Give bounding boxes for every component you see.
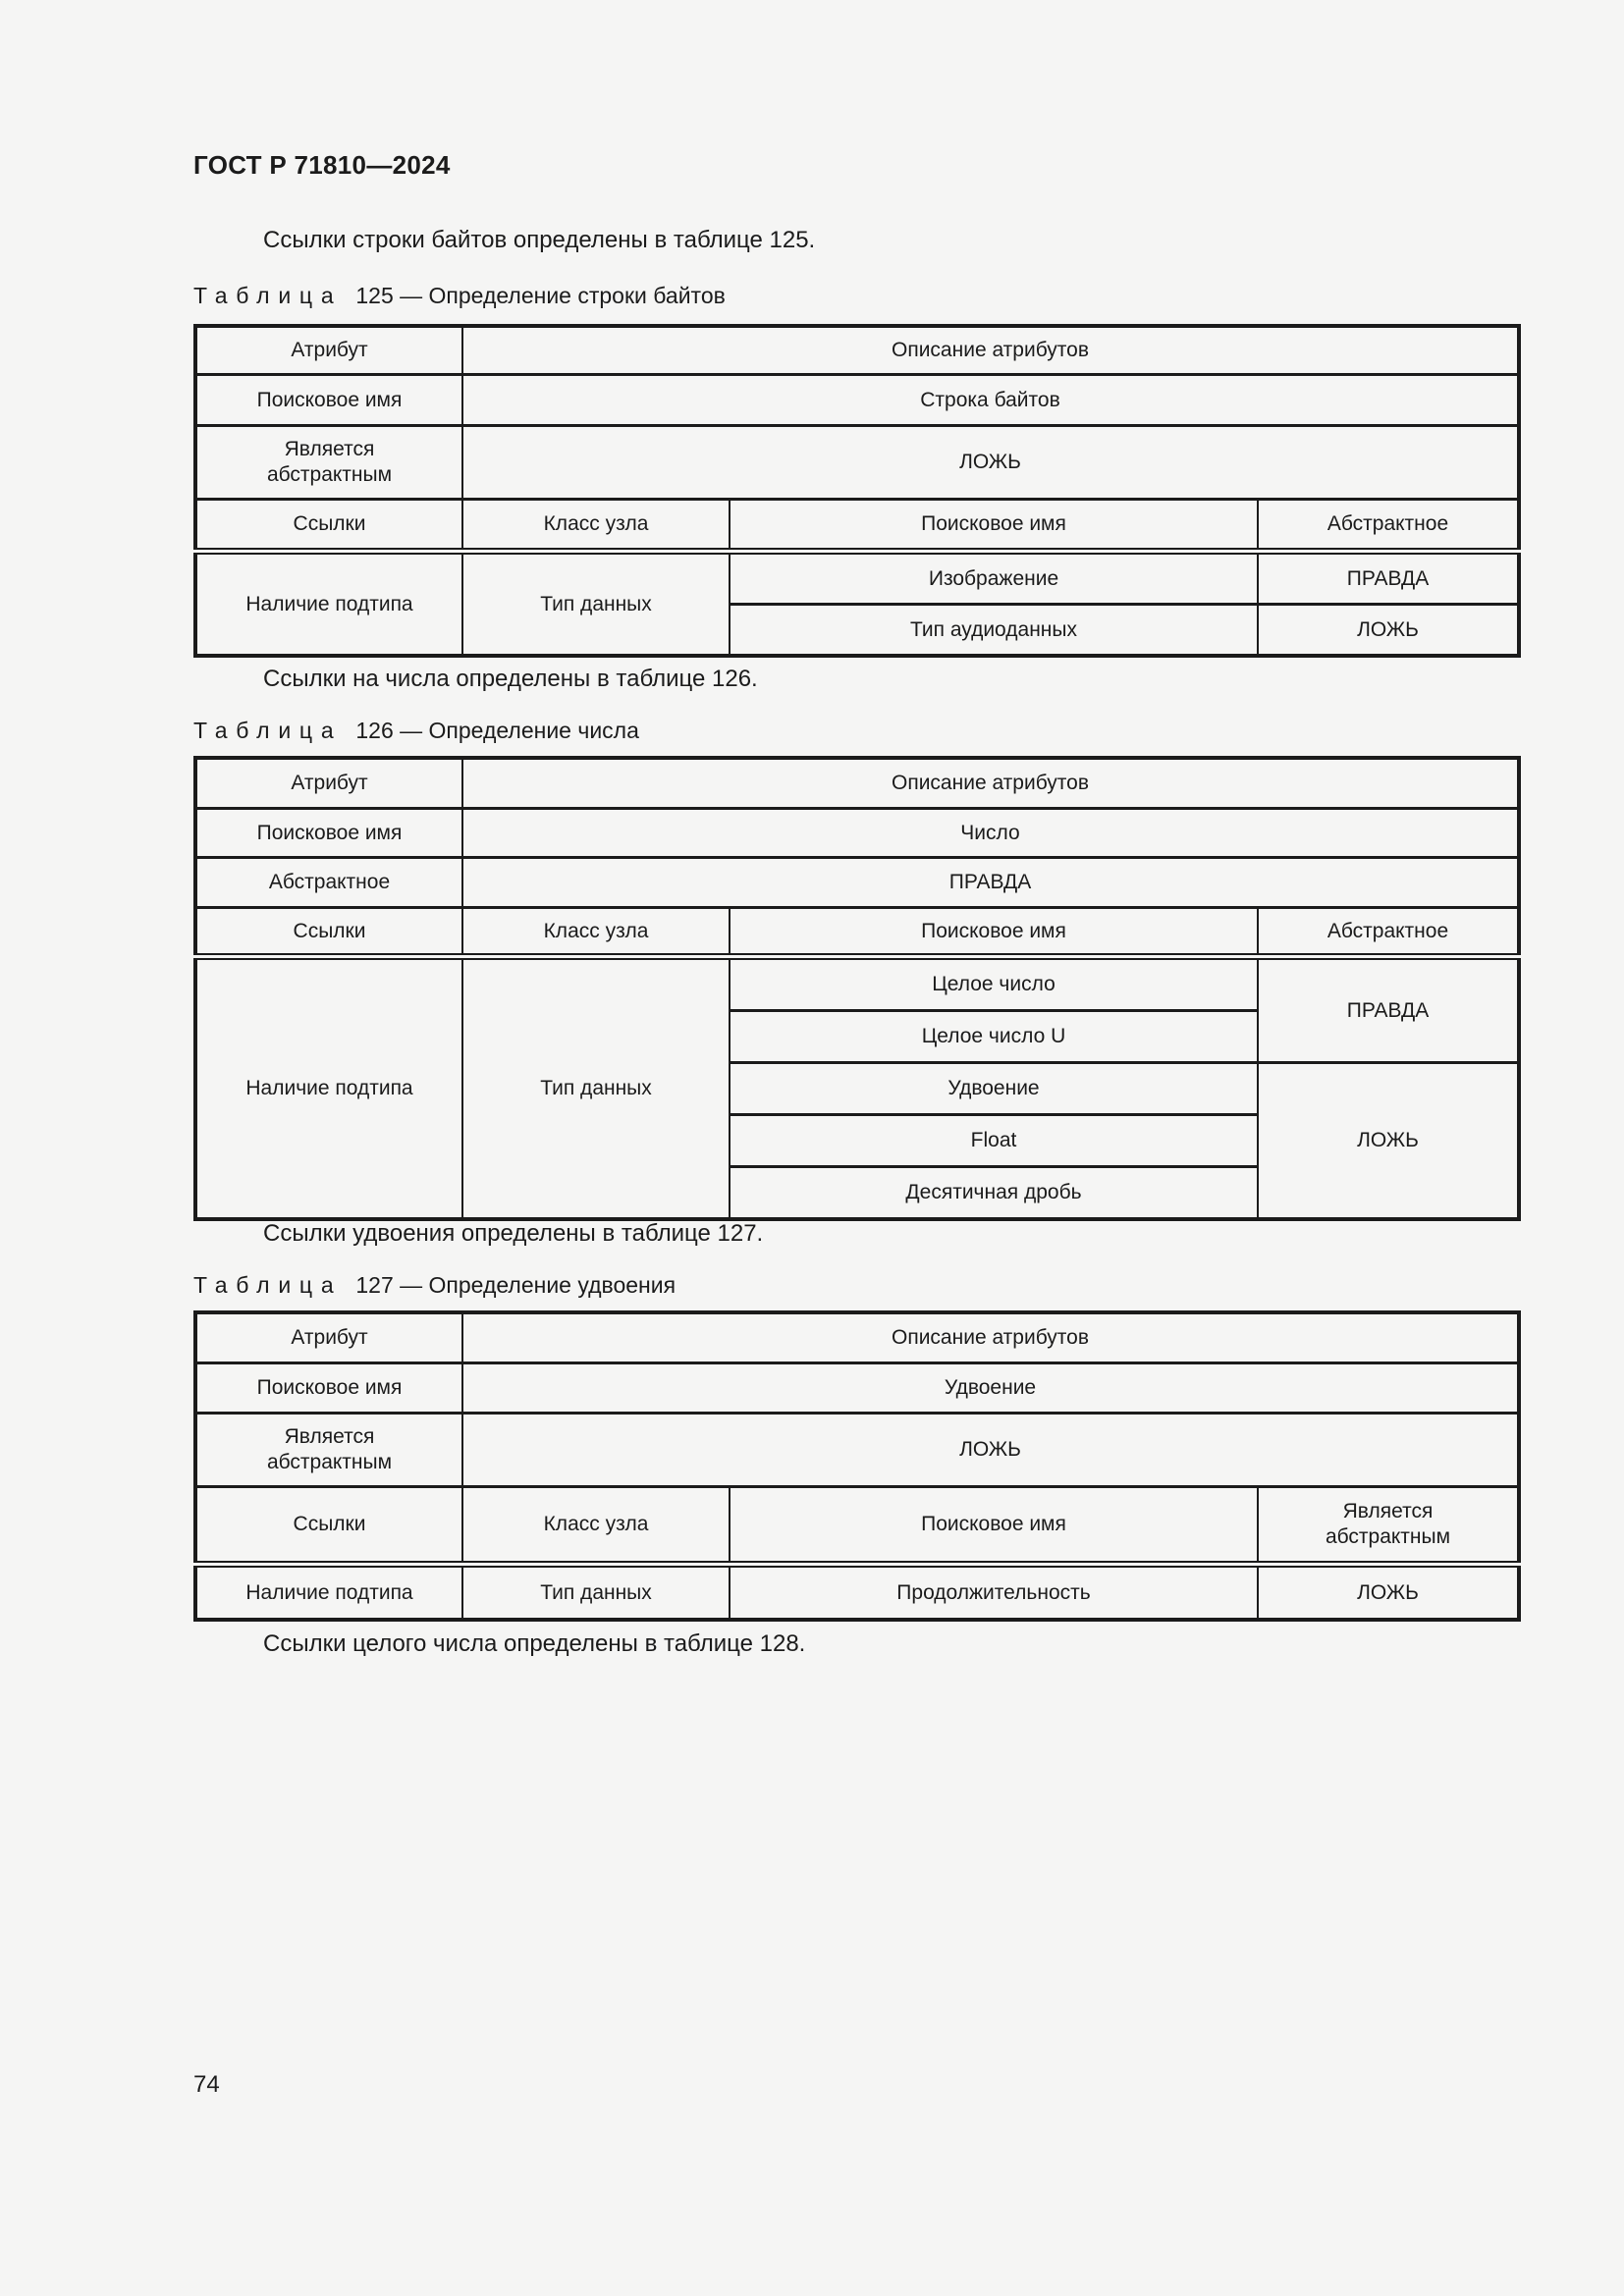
cell-search-name-label: Поисковое имя: [195, 375, 462, 426]
cell-subtype-abstract: ЛОЖЬ: [1258, 605, 1519, 657]
table-125-caption: [193, 283, 1520, 309]
cell-is-abstract-value: ЛОЖЬ: [462, 426, 1519, 500]
cell-search-name-label: Поисковое имя: [195, 1363, 462, 1414]
cell-abstract-header: [1258, 1487, 1519, 1565]
cell-subtype-abstract: ПРАВДА: [1258, 552, 1519, 605]
cell-data-type: Тип данных: [462, 957, 730, 1220]
cell-is-abstract-value: ЛОЖЬ: [462, 1414, 1519, 1487]
table-row: [195, 1565, 1519, 1621]
table-row: [195, 1363, 1519, 1414]
caption-text: 125 — Определение строки байтов: [355, 283, 726, 308]
cell-subtype-name: Целое число U: [730, 1011, 1258, 1063]
cell-attribute-description: Описание атрибутов: [462, 326, 1519, 375]
table-row: [195, 326, 1519, 375]
caption-label: Таблица: [193, 283, 343, 308]
cell-subtype-label: Наличие подтипа: [195, 552, 462, 657]
cell-subtype-label: Наличие подтипа: [195, 957, 462, 1220]
caption-text: 126 — Определение числа: [355, 718, 639, 743]
cell-attribute-label: Атрибут: [195, 1312, 462, 1363]
cell-links-label: Ссылки: [195, 908, 462, 957]
table-row: [195, 858, 1519, 908]
page-number: 74: [193, 2071, 220, 2098]
cell-is-abstract-label: Абстрактное: [195, 858, 462, 908]
table-row: [195, 1414, 1519, 1487]
cell-search-name-value: Число: [462, 809, 1519, 858]
cell-node-class-header: Класс узла: [462, 500, 730, 552]
abstract-header-text: Является абстрактным: [1325, 1499, 1451, 1548]
table-127: [193, 1310, 1521, 1622]
table-row-links-header: [195, 500, 1519, 552]
table-row-links-header: [195, 1487, 1519, 1565]
cell-search-name-label: Поисковое имя: [195, 809, 462, 858]
table-row: [195, 957, 1519, 1011]
paragraph-double-ref: Ссылки удвоения определены в таблице 127.: [263, 1220, 764, 1247]
cell-attribute-description: Описание атрибутов: [462, 1312, 1519, 1363]
cell-subtype-name: Float: [730, 1115, 1258, 1167]
cell-is-abstract-label: [195, 1414, 462, 1487]
paragraph-integer-ref: Ссылки целого числа определены в таблице 128.: [263, 1630, 806, 1657]
cell-links-label: Ссылки: [195, 500, 462, 552]
table-126-caption: [193, 718, 1520, 744]
cell-attribute-description: Описание атрибутов: [462, 758, 1519, 809]
paragraph-number-ref: Ссылки на числа определены в таблице 126.: [263, 666, 758, 692]
table-127-caption: [193, 1272, 1520, 1299]
table-row: [195, 809, 1519, 858]
cell-subtype-name: Целое число: [730, 957, 1258, 1011]
paragraph-byte-string-ref: Ссылки строки байтов определены в таблице 125.: [263, 227, 816, 253]
document-header: ГОСТ Р 71810—2024: [193, 150, 451, 180]
cell-search-name-header: Поисковое имя: [730, 500, 1258, 552]
cell-subtype-abstract-group: ЛОЖЬ: [1258, 1063, 1519, 1220]
cell-links-label: Ссылки: [195, 1487, 462, 1565]
cell-subtype-name: Продолжительность: [730, 1565, 1258, 1621]
cell-data-type: Тип данных: [462, 1565, 730, 1621]
cell-attribute-label: Атрибут: [195, 326, 462, 375]
caption-text: 127 — Определение удвоения: [355, 1272, 677, 1298]
table-row-links-header: [195, 908, 1519, 957]
cell-subtype-abstract-group: ПРАВДА: [1258, 957, 1519, 1063]
cell-search-name-value: Удвоение: [462, 1363, 1519, 1414]
cell-search-name-value: Строка байтов: [462, 375, 1519, 426]
cell-subtype-label: Наличие подтипа: [195, 1565, 462, 1621]
cell-subtype-name: Тип аудиоданных: [730, 605, 1258, 657]
cell-node-class-header: Класс узла: [462, 908, 730, 957]
cell-data-type: Тип данных: [462, 552, 730, 657]
cell-subtype-abstract: ЛОЖЬ: [1258, 1565, 1519, 1621]
table-row: [195, 426, 1519, 500]
table-row: [195, 375, 1519, 426]
cell-node-class-header: Класс узла: [462, 1487, 730, 1565]
table-row: [195, 758, 1519, 809]
cell-abstract-header: Абстрактное: [1258, 908, 1519, 957]
table-125: [193, 324, 1521, 658]
cell-search-name-header: Поисковое имя: [730, 1487, 1258, 1565]
table-row: [195, 1312, 1519, 1363]
cell-attribute-label: Атрибут: [195, 758, 462, 809]
is-abstract-label-text: Является абстрактным: [266, 1424, 393, 1473]
table-126: [193, 756, 1521, 1221]
cell-subtype-name: Изображение: [730, 552, 1258, 605]
table-row: [195, 552, 1519, 605]
cell-is-abstract-label: [195, 426, 462, 500]
cell-subtype-name: Удвоение: [730, 1063, 1258, 1115]
cell-subtype-name: Десятичная дробь: [730, 1167, 1258, 1220]
cell-search-name-header: Поисковое имя: [730, 908, 1258, 957]
cell-abstract-header: Абстрактное: [1258, 500, 1519, 552]
caption-label: Таблица: [193, 718, 343, 743]
is-abstract-label-text: Является абстрактным: [266, 437, 393, 486]
caption-label: Таблица: [193, 1272, 343, 1298]
cell-is-abstract-value: ПРАВДА: [462, 858, 1519, 908]
